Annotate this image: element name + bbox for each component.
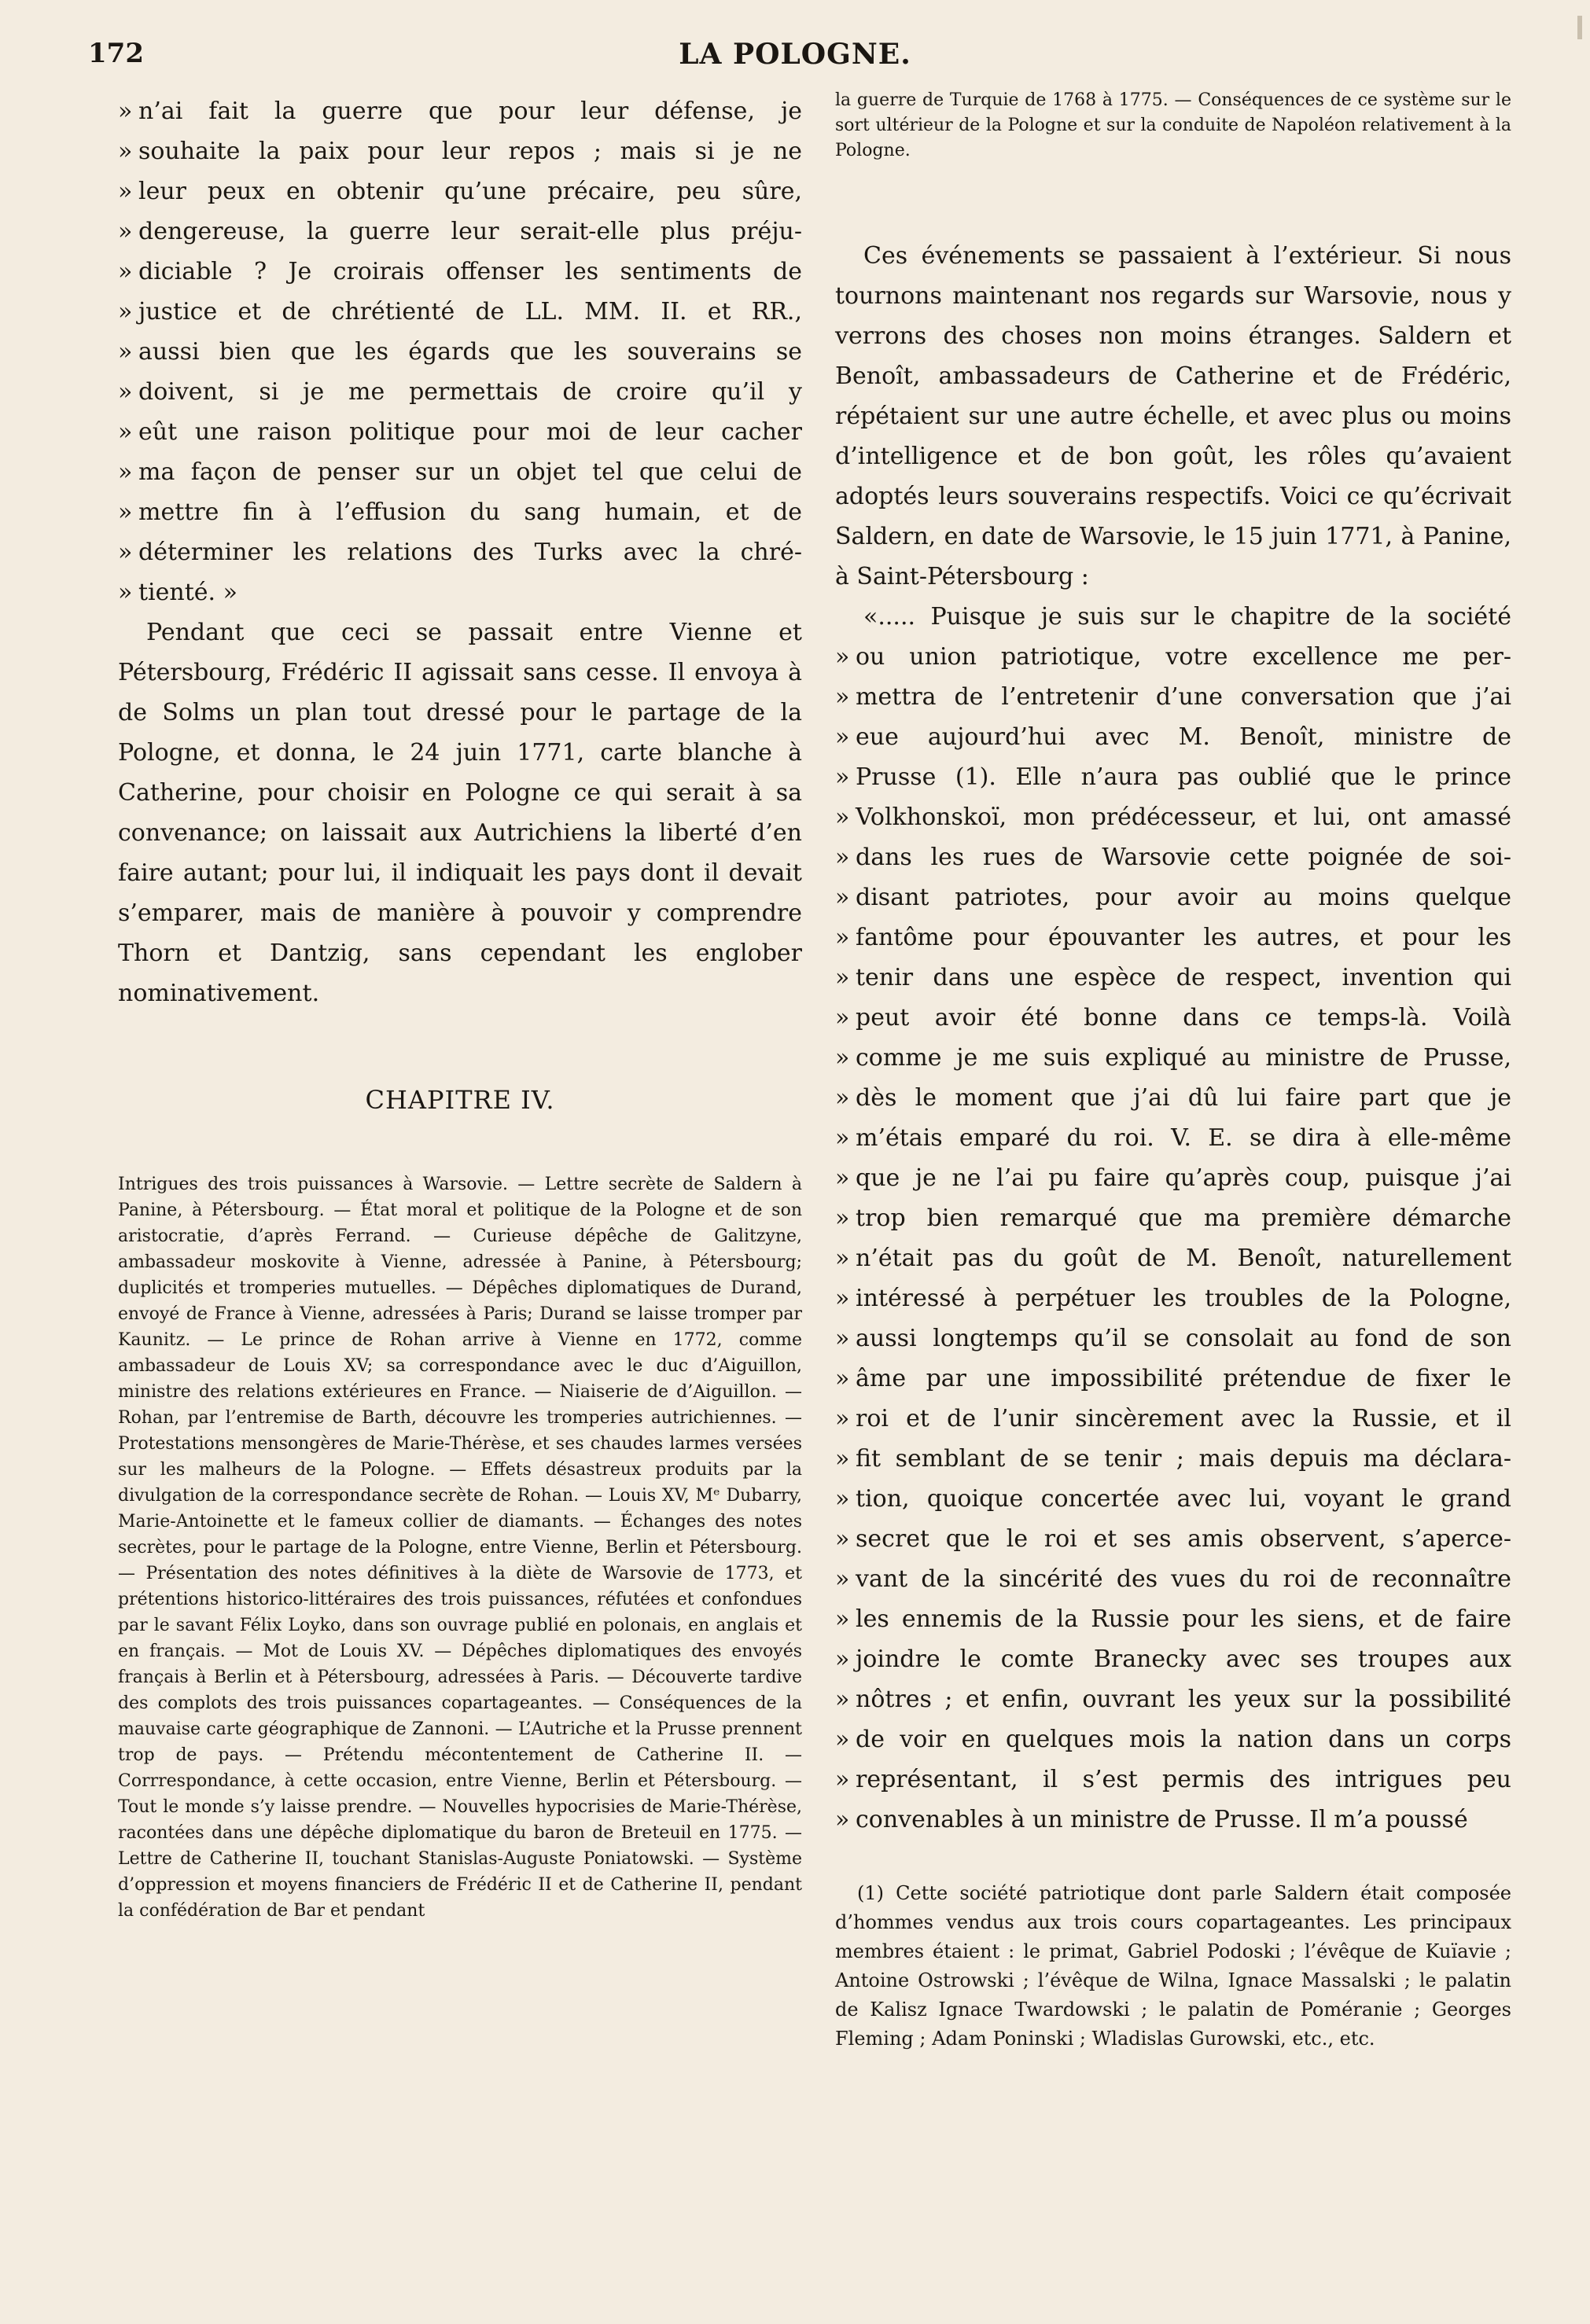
- quote-line: [118, 131, 802, 171]
- quote-line: [835, 757, 1511, 797]
- quote-mark: »: [835, 1605, 850, 1633]
- quote-line: [835, 958, 1511, 998]
- quote-line-text: dengereuse, la guerre leur serait-elle plus préju-: [138, 218, 802, 245]
- quote-line-text: convenables à un ministre de Prusse. Il m’a poussé: [856, 1806, 1468, 1833]
- quote-mark: »: [835, 1285, 850, 1312]
- quote-line-text: vant de la sincérité des vues du roi de reconnaître: [856, 1565, 1511, 1593]
- quote-line: [118, 91, 802, 131]
- quote-line-text: n’était pas du goût de M. Benoît, naturellement: [856, 1245, 1511, 1272]
- quote-line: [835, 1519, 1511, 1559]
- quote-line-text: âme par une impossibilité prétendue de fixer le: [856, 1365, 1511, 1392]
- quote-mark: »: [835, 1445, 850, 1473]
- quote-line-text: peut avoir été bonne dans ce temps-là. Voilà: [856, 1004, 1511, 1031]
- quote-line-text: intéressé à perpétuer les troubles de la Pologne,: [856, 1285, 1511, 1312]
- quote-line: [118, 372, 802, 412]
- quote-mark: »: [835, 1525, 850, 1553]
- quote-mark: »: [835, 1004, 850, 1031]
- quote-mark: »: [835, 1245, 850, 1272]
- quote-line-text: dans les rues de Warsovie cette poignée de soi-: [856, 844, 1511, 871]
- quote-mark: »: [118, 418, 133, 446]
- quote-line-text: leur peux en obtenir qu’une précaire, peu sûre,: [138, 178, 802, 205]
- quote-line: [835, 1158, 1511, 1198]
- quote-line: [835, 1399, 1511, 1439]
- quote-line: [835, 1639, 1511, 1679]
- quote-line: [835, 1599, 1511, 1639]
- quote-mark: »: [118, 138, 133, 165]
- quote-mark: »: [835, 1084, 850, 1112]
- chapter-summary-continuation: la guerre de Turquie de 1768 à 1775. — Conséquences de ce système sur le sort ultérieur de la Pologne et sur la conduite de Napoléon relativement à la Pologne.: [835, 90, 1511, 160]
- quote-line-text: tienté. »: [138, 579, 237, 606]
- page-edge-mark: [1577, 16, 1582, 39]
- quote-mark: »: [118, 258, 133, 285]
- quote-line: [118, 332, 802, 372]
- quote-line-text: secret que le roi et ses amis observent, s’aperce-: [856, 1525, 1511, 1553]
- quote-mark: »: [835, 884, 850, 911]
- quote-line-text: tenir dans une espèce de respect, invention qui: [856, 964, 1511, 991]
- quote-mark: »: [835, 1565, 850, 1593]
- quote-line-text: de voir en quelques mois la nation dans un corps: [856, 1726, 1511, 1753]
- quote-mark: »: [835, 1405, 850, 1432]
- quote-line-text: fantôme pour épouvanter les autres, et pour les: [856, 924, 1511, 951]
- quote-line-text: dès le moment que j’ai dû lui faire part que je: [856, 1084, 1511, 1112]
- quote-line-text: mettra de l’entretenir d’une conversation que j’ai: [856, 683, 1511, 711]
- quote-line-text: Prusse (1). Elle n’aura pas oublié que le prince: [856, 763, 1511, 791]
- quote-line-text: ma façon de penser sur un objet tel que celui de: [138, 458, 802, 486]
- quote-line-text: représentant, il s’est permis des intrigues peu: [856, 1766, 1511, 1793]
- quote-line: [118, 292, 802, 332]
- body-paragraph: Pendant que ceci se passait entre Vienne et Pétersbourg, Frédéric II agissait sans cesse. Il envoya à de Solms un plan tout dressé pour le partage de la Pologne, et donna, le 24 juin 1771, carte blanche à Catherine, pour choisir en Pologne ce qui serait à sa convenance; on laissait aux Autrichiens la liberté d’en faire autant; pour lui, il indiquait les pays dont il devait s’emparer, mais de manière à pouvoir y comprendre Thorn et Dantzig, sans cependant les englober nominativement.: [118, 619, 802, 1007]
- quote-mark: »: [835, 643, 850, 671]
- quote-line: [835, 1078, 1511, 1118]
- quote-line: [835, 1559, 1511, 1599]
- quoted-letter: [835, 637, 1511, 1840]
- quote-line: [835, 1318, 1511, 1359]
- quote-line: [835, 1800, 1511, 1840]
- quote-mark: »: [118, 298, 133, 325]
- page-number: 172: [88, 38, 144, 69]
- quote-mark: »: [118, 458, 133, 486]
- quote-line-text: que je ne l’ai pu faire qu’après coup, puisque j’ai: [856, 1164, 1511, 1192]
- quote-mark: »: [118, 579, 133, 606]
- quote-mark: »: [835, 803, 850, 831]
- quote-opening-line: «..... Puisque je suis sur le chapitre de la société: [863, 603, 1511, 631]
- quote-line-text: aussi longtemps qu’il se consolait au fond de son: [856, 1325, 1511, 1352]
- left-column: [118, 91, 802, 1013]
- quote-line-text: déterminer les relations des Turks avec la chré-: [138, 539, 802, 566]
- quote-line-text: m’étais emparé du roi. V. E. se dira à elle-même: [856, 1124, 1511, 1152]
- quote-line: [118, 171, 802, 211]
- quote-mark: »: [118, 178, 133, 205]
- quote-mark: »: [835, 1686, 850, 1713]
- quote-line: [835, 1038, 1511, 1078]
- quote-line: [835, 1198, 1511, 1238]
- quoted-letter-continuation: [118, 91, 802, 612]
- quote-mark: »: [118, 218, 133, 245]
- quote-line: [835, 1719, 1511, 1760]
- quote-line-text: fit semblant de se tenir ; mais depuis ma déclara-: [856, 1445, 1511, 1473]
- quote-mark: »: [118, 338, 133, 366]
- quote-line-text: n’ai fait la guerre que pour leur défense, je: [138, 97, 802, 125]
- quote-line: [835, 998, 1511, 1038]
- quote-line: [835, 1760, 1511, 1800]
- quote-line: [835, 1118, 1511, 1158]
- quote-line-text: diciable ? Je croirais offenser les sentiments de: [138, 258, 802, 285]
- quote-line-text: joindre le comte Branecky avec ses troupes aux: [856, 1646, 1511, 1673]
- quote-line: [835, 797, 1511, 837]
- quote-mark: »: [835, 1726, 850, 1753]
- chapter-summary: Intrigues des trois puissances à Warsovie. — Lettre secrète de Saldern à Panine, à Pétersbourg. — État moral et politique de la Pologne et de son aristocratie, d’après Ferrand. — Curieuse dépêche de Galitzyne, ambassadeur moskovite à Vienne, adressée à Panine, à Pétersbourg; duplicités et tromperies mutuelles. — Dépêches diplomatiques de Durand, envoyé de France à Vienne, adressées à Paris; Durand se laisse tromper par Kaunitz. — Le prince de Rohan arrive à Vienne en 1772, comme ambassadeur de Louis XV; sa correspondance avec le duc d’Aiguillon, ministre des relations extérieures en France. — Niaiserie de d’Aiguillon. — Rohan, par l’entremise de Barth, découvre les tromperies autrichiennes. — Protestations mensongères de Marie-Thérèse, et ses chaudes larmes versées sur les malheurs de la Pologne. — Effets désastreux produits par la divulgation de la correspondance secrète de Rohan. — Louis XV, Mᵉ Dubarry, Marie-Antoinette et le fameux collier de diamants. — Échanges des notes secrètes, pour le partage de la Pologne, entre Vienne, Berlin et Pétersbourg. — Présentation des notes définitives à la diète de Warsovie de 1773, et prétentions historico-littéraires des trois puissances, réfutées et confondues par le savant Félix Loyko, dans son ouvrage publié en polonais, en anglais et en français. — Mot de Louis XV. — Dépêches diplomatiques des envoyés français à Berlin et à Pétersbourg, adressées à Paris. — Découverte tardive des complots des trois puissances copartageantes. — Conséquences de la mauvaise carte géographique de Zannoni. — L’Autriche et la Prusse prennent trop de pays. — Prétendu mécontentement de Catherine II. — Corrrespondance, à cette occasion, entre Vienne, Berlin et Pétersbourg. — Tout le monde s’y laisse prendre. — Nouvelles hypocrisies de Marie-Thérèse, racontées dans une dépêche diplomatique du baron de Breteuil en 1775. — Lettre de Catherine II, touchant Stanislas-Auguste Poniatowski. — Système d’oppression et moyens financiers de Frédéric II et de Catherine II, pendant la confédération de Bar et pendant: [118, 1175, 802, 1921]
- quote-mark: »: [835, 1365, 850, 1392]
- quote-line: [835, 1479, 1511, 1519]
- quote-line-text: aussi bien que les égards que les souverains se: [138, 338, 802, 366]
- right-column: [835, 236, 1511, 1840]
- quote-line: [118, 252, 802, 292]
- quote-mark: »: [118, 498, 133, 526]
- quote-line: [118, 211, 802, 252]
- quote-mark: »: [835, 1204, 850, 1232]
- quote-line-text: ou union patriotique, votre excellence me per-: [856, 643, 1511, 671]
- quote-line: [835, 677, 1511, 717]
- quote-line: [118, 452, 802, 492]
- quote-line: [835, 1679, 1511, 1719]
- quote-line: [835, 1238, 1511, 1278]
- quote-line-text: souhaite la paix pour leur repos ; mais si je ne: [138, 138, 802, 165]
- quote-mark: »: [835, 1646, 850, 1673]
- quote-mark: »: [835, 964, 850, 991]
- quote-mark: »: [835, 924, 850, 951]
- quote-mark: »: [835, 1124, 850, 1152]
- quote-line-text: trop bien remarqué que ma première démarche: [856, 1204, 1511, 1232]
- chapter-title: CHAPITRE IV.: [365, 1085, 555, 1115]
- quote-mark: »: [835, 683, 850, 711]
- quote-line-text: doivent, si je me permettais de croire qu’il y: [138, 378, 802, 406]
- quote-mark: »: [118, 378, 133, 406]
- footnote: (1) Cette société patriotique dont parle Saldern était composée d’hommes vendus aux trois cours copartageantes. Les principaux membres étaient : le primat, Gabriel Podoski ; l’évêque de Kuïavie ; Antoine Ostrowski ; l’évêque de Wilna, Ignace Massalski ; le palatin de Kalisz Ignace Twardowski ; le palatin de Poméranie ; Georges Fleming ; Adam Poninski ; Wladislas Gurowski, etc., etc.: [835, 1882, 1511, 2050]
- quote-mark: »: [835, 1164, 850, 1192]
- quote-line-text: tion, quoique concertée avec lui, voyant le grand: [856, 1485, 1511, 1513]
- quote-mark: »: [835, 763, 850, 791]
- quote-mark: »: [835, 1766, 850, 1793]
- quote-line-text: eue aujourd’hui avec M. Benoît, ministre de: [856, 723, 1511, 751]
- quote-mark: »: [118, 539, 133, 566]
- quote-line: [118, 572, 802, 612]
- quote-line-text: disant patriotes, pour avoir au moins quelque: [856, 884, 1511, 911]
- quote-line: [835, 1359, 1511, 1399]
- quote-line: [835, 877, 1511, 917]
- quote-line-text: comme je me suis expliqué au ministre de Prusse,: [856, 1044, 1511, 1072]
- quote-line: [835, 637, 1511, 677]
- quote-line: [835, 1439, 1511, 1479]
- body-paragraph-right: Ces événements se passaient à l’extérieur. Si nous tournons maintenant nos regards sur Warsovie, nous y verrons des choses non moins étranges. Saldern et Benoît, ambassadeurs de Catherine et de Frédéric, répétaient sur une autre échelle, et avec plus ou moins d’intelligence et de bon goût, les rôles qu’avaient adoptés leurs souverains respectifs. Voici ce qu’écrivait Saldern, en date de Warsovie, le 15 juin 1771, à Panine, à Saint-Pétersbourg :: [835, 242, 1511, 590]
- quote-line-text: Volkhonskoï, mon prédécesseur, et lui, ont amassé: [856, 803, 1511, 831]
- quote-line: [835, 837, 1511, 877]
- running-title: LA POLOGNE.: [679, 38, 911, 71]
- quote-line-text: roi et de l’unir sincèrement avec la Russie, et il: [856, 1405, 1511, 1432]
- quote-line-text: justice et de chrétienté de LL. MM. II. et RR.,: [138, 298, 802, 325]
- quote-mark: »: [835, 1325, 850, 1352]
- quote-mark: »: [835, 844, 850, 871]
- quote-line-text: mettre fin à l’effusion du sang humain, et de: [138, 498, 802, 526]
- quote-line: [835, 717, 1511, 757]
- quote-line: [118, 492, 802, 532]
- quote-line: [835, 917, 1511, 958]
- quote-line-text: nôtres ; et enfin, ouvrant les yeux sur la possibilité: [856, 1686, 1511, 1713]
- quote-line: [118, 412, 802, 452]
- quote-mark: »: [835, 1806, 850, 1833]
- quote-mark: »: [118, 97, 133, 125]
- quote-line: [835, 1278, 1511, 1318]
- quote-mark: »: [835, 723, 850, 751]
- quote-line-text: les ennemis de la Russie pour les siens, et de faire: [856, 1605, 1511, 1633]
- quote-line: [118, 532, 802, 572]
- quote-line-text: eût une raison politique pour moi de leur cacher: [138, 418, 802, 446]
- quote-mark: »: [835, 1485, 850, 1513]
- quote-mark: »: [835, 1044, 850, 1072]
